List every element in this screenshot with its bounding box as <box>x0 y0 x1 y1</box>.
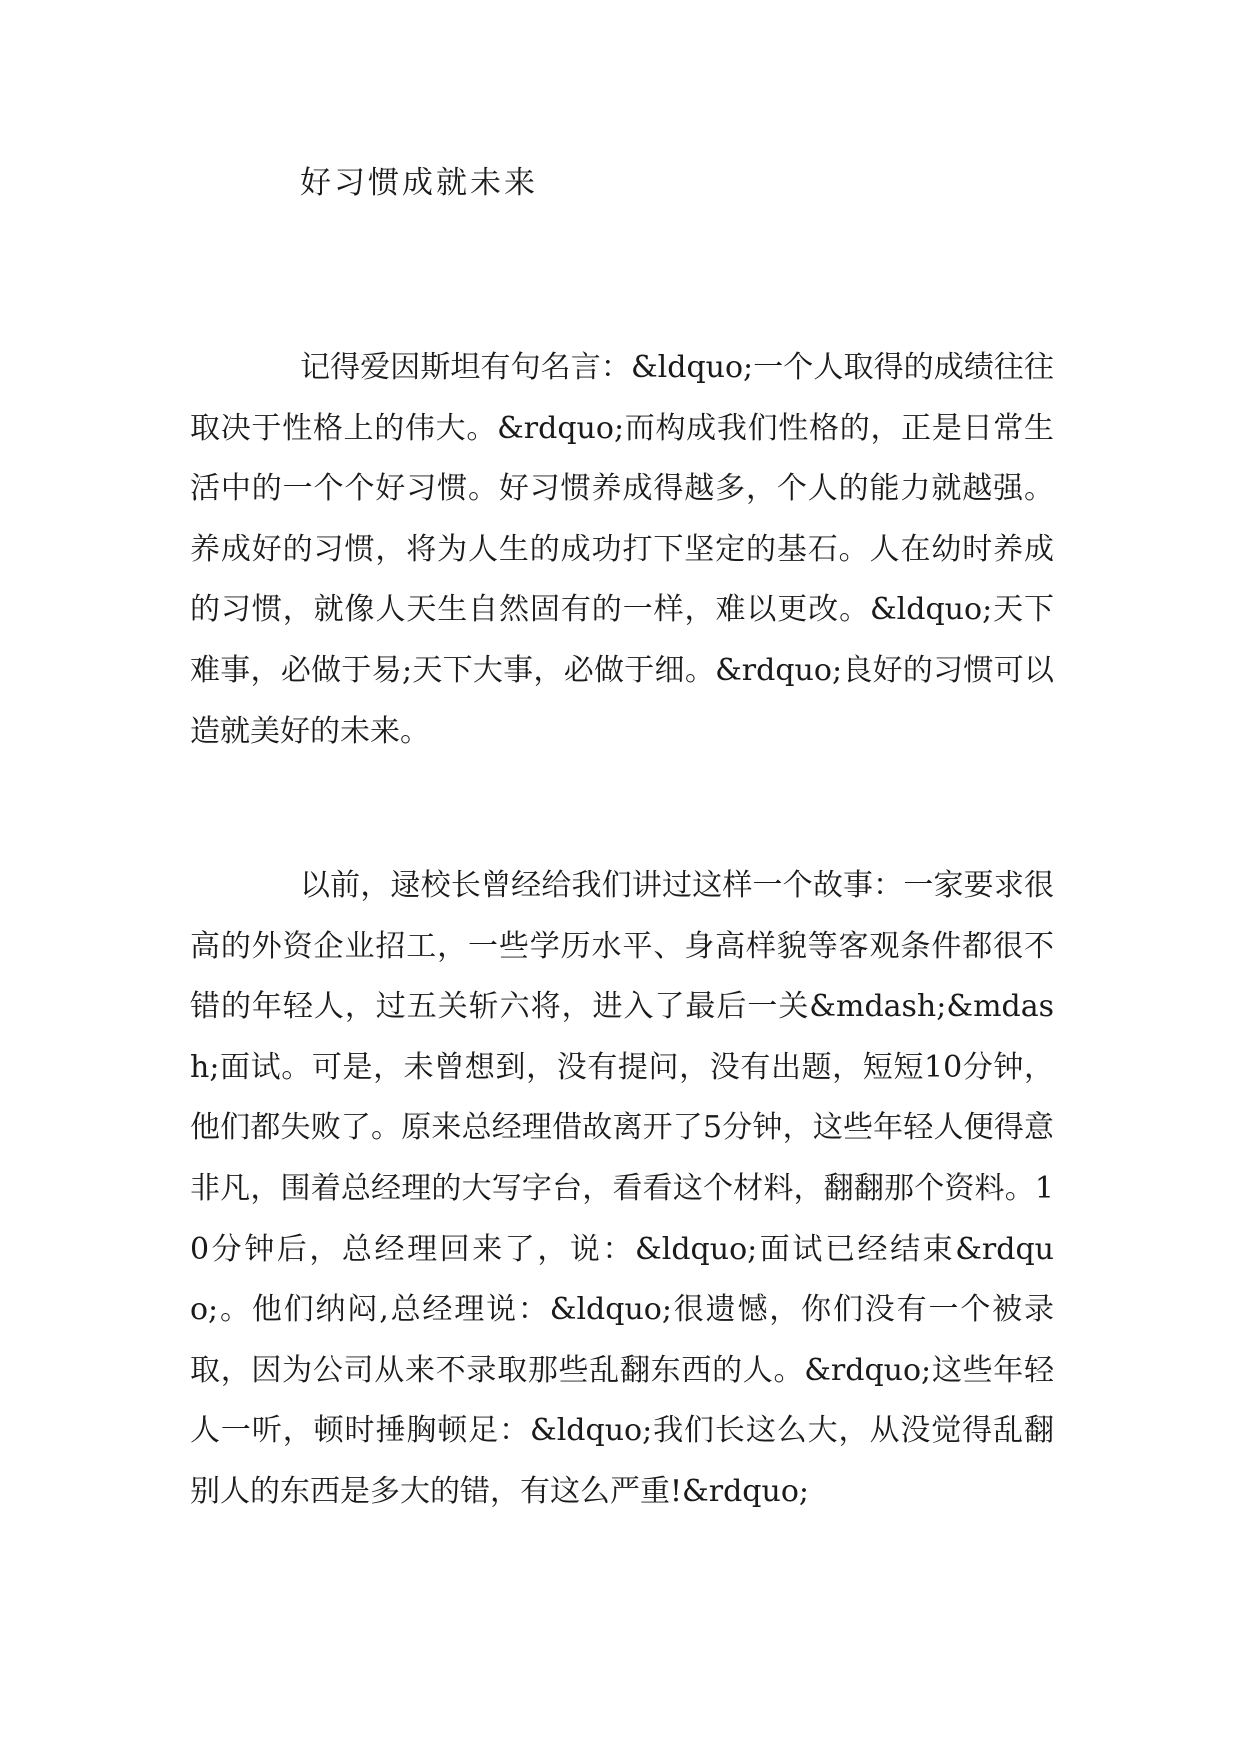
paragraph-interview-story: 以前，逯校长曾经给我们讲过这样一个故事：一家要求很高的外资企业招工，一些学历水平、身高样貌等客观条件都很不错的年轻人，过五关斩六将，进入了最后一关&mdash;&mdash;面试。可是，未曾想到，没有提问，没有出题，短短10分钟，他们都失败了。原来总经理借故离开了5分钟，这些年轻人便得意非凡，围着总经理的大写字台，看看这个材料，翻翻那个资料。10分钟后，总经理回来了，说：&ldquo;面试已经结束&rdquo;。他们纳闷,总经理说：&ldquo;很遗憾，你们没有一个被录取，因为公司从来不录取那些乱翻东西的人。&rdquo;这些年轻人一听，顿时捶胸顿足：&ldquo;我们长这么大，从没觉得乱翻别人的东西是多大的错，有这么严重!&rdquo; <box>190 868 1054 1509</box>
document-title: 好习惯成就未来 <box>300 165 538 201</box>
paragraph-einstein-quote: 记得爱因斯坦有句名言：&ldquo;一个人取得的成绩往往取决于性格上的伟大。&rdquo;而构成我们性格的，正是日常生活中的一个个好习惯。好习惯养成得越多，个人的能力就越强。养成好的习惯，将为人生的成功打下坚定的基石。人在幼时养成的习惯，就像人天生自然固有的一样，难以更改。&ldquo;天下难事，必做于易;天下大事，必做于细。&rdquo;良好的习惯可以造就美好的未来。 <box>190 350 1054 749</box>
